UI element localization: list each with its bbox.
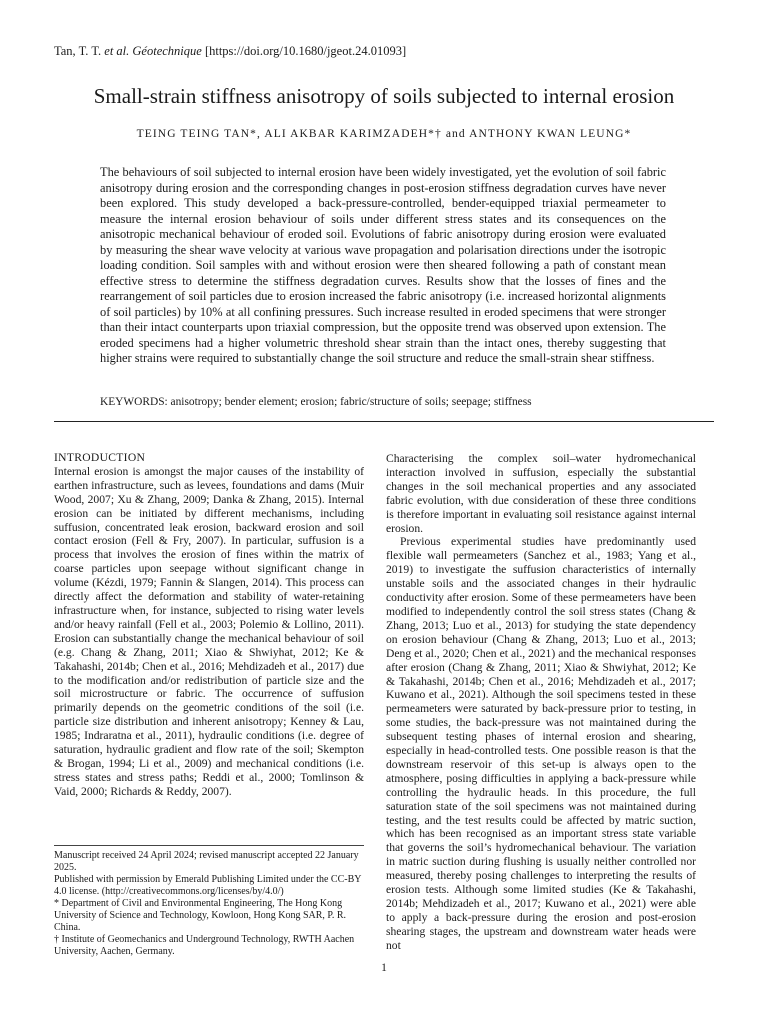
intro-paragraph-1: Internal erosion is amongst the major causes of the instability of earthen infrastructure, such as levees, foundations and dams (Muir Wood, 2007; Xu & Zhang, 2009; Danka & Zhang, 2015). Internal erosion can be initiated by different mechanisms, including suffusion, concentrated leak erosion, backward erosion and soil contact erosion (Fell & Fry, 2007). In particular, suffusion is a process that involves the erosion of fines within the matrix of coarse particles upon seepage without significant change in volume (Kézdi, 1979; Fannin & Slangen, 2014). This process can directly affect the deformation and stability of water-retaining infrastructure when, for instance, subjected to rising water levels and/or heavy rainfall (Fell et al., 2003; Polemio & Lollino, 2011). Erosion can substantially change the mechanical behaviour of soil (e.g. Chang & Zhang, 2011; Xiao & Shwiyhat, 2012; Ke & Takahashi, 2014b; Chen et al., 2016; Mehdizadeh et al., 2017) due to the modification and/or redistribution of particle size and the soil microstructure or fabric. The occurrence of suffusion primarily depends on the geometric conditions of the soil (i.e. particle size distribution and inherent anisotropy; Kenney & Lau, 1985; Indraratna et al., 2011), hydraulic conditions (i.e. degree of saturation, hydraulic gradient and flow rate of the soil; Skempton & Brogan, 1994; Li et al., 2009) and mechanical conditions (i.e. stress states and stress paths; Reddi et al., 2000; Tomlinson & Vaid, 2000; Richards & Reddy, 2007). <box>54 464 364 798</box>
header-doi: [https://doi.org/10.1680/jgeot.24.01093] <box>201 44 407 58</box>
header-authors: Tan, T. T. <box>54 44 105 58</box>
footnote-license: Published with permission by Emerald Publishing Limited under the CC-BY 4.0 license. (http://creativecommons.org/licenses/by/4.0/) <box>54 874 362 897</box>
page-number: 1 <box>381 962 387 974</box>
footnotes <box>54 850 364 958</box>
intro-paragraph-3: Previous experimental studies have predominantly used flexible wall permeameters (Sanchez et al., 1983; Yang et al., 2019) to investigate the suffusion characteristics of internally unstable soils and the associated changes in their hydraulic conductivity after erosion. Some of these permeameters have been modified to independently control the soil stress states (Chang & Zhang, 2013; Luo et al., 2013) for studying the state dependency on erosion behaviour (Chang & Zhang, 2013; Luo et al., 2013; Deng et al., 2020; Chen et al., 2021) and the mechanical responses after erosion (Chang & Zhang, 2011; Xiao & Shwiyhat, 2012; Ke & Takahashi, 2014b; Chen et al., 2016; Mehdizadeh et al., 2017; Kuwano et al., 2021). Although the soil specimens tested in these permeameters were saturated by back-pressure prior to testing, in some studies, the back-pressure was not maintained during the subsequent testing phases of internal erosion and shearing, especially in head-controlled tests. One possible reason is that the downstream reservoir of this set-up is always open to the atmosphere, posing difficulties in applying a back-pressure while controlling the hydraulic heads. In this procedure, the full saturation state of the soil specimens was not maintained during testing, and the test results could be affected by matric suction, which has been recognised as an important stress state variable that governs the soil’s hydromechanical behaviour. The variation in matric suction during flushing is usually neither controlled nor measured, thereby posing challenges to interpreting the results of erosion tests. Although some limited studies (Ke & Takahashi, 2014b; Mehdizadeh et al., 2017; Kuwano et al., 2021) were able to apply a back-pressure during the erosion and post-erosion shearing stages, the upstream and downstream water heads were not <box>386 535 696 952</box>
right-column <box>386 452 696 952</box>
footnote-divider <box>54 845 364 846</box>
header-journal: Géotechnique <box>132 44 202 58</box>
section-divider <box>54 421 714 422</box>
introduction-heading: INTRODUCTION <box>54 451 146 464</box>
intro-paragraph-2: Characterising the complex soil–water hydromechanical interaction involved in suffusion, especially the substantial changes in the soil mechanical properties and any associated fabric evolution, with due consideration of these three conditions is therefore important in evaluating soil resistance against internal erosion. <box>386 452 696 535</box>
keywords: KEYWORDS: anisotropy; bender element; erosion; fabric/structure of soils; seepage; stiffness <box>100 396 532 408</box>
footnote-affiliation-2: † Institute of Geomechanics and Underground Technology, RWTH Aachen University, Aachen, Germany. <box>54 934 355 957</box>
header-citation <box>54 44 714 59</box>
author-list: TEING TEING TAN*, ALI AKBAR KARIMZADEH*† and ANTHONY KWAN LEUNG* <box>136 128 632 140</box>
footnote-received: Manuscript received 24 April 2024; revised manuscript accepted 22 January 2025. <box>54 850 359 873</box>
left-column <box>54 451 364 799</box>
header-etal: et al. <box>104 44 130 58</box>
abstract: The behaviours of soil subjected to internal erosion have been widely investigated, yet the evolution of soil fabric anisotropy during erosion and the corresponding changes in post-erosion stiffness degradation curves have never been explored. This study developed a back-pressure-controlled, bender-equipped triaxial permeameter to measure the internal erosion behaviour of soils under different stress states and its consequences on the anisotropic mechanical behaviour of eroded soil. Evolutions of fabric anisotropy during erosion were evaluated by measuring the shear wave velocity at various wave propagation and polarisation directions under the isotropic loading condition. Soil samples with and without erosion were then sheared following a path of constant mean effective stress to determine the stiffness degradation curves. Results show that the losses of fines and the rearrangement of soil particles due to erosion increased the fabric anisotropy (i.e. increased horizontal alignments of soil particles) by 10% at all confining pressures. Such increase resulted in eroded specimens that were stronger than their intact counterparts upon triaxial compression, but the opposite trend was observed upon extension. The eroded specimens had a higher volumetric threshold shear strain than the intact ones, thereby suggesting that higher strains were required to substantially change the soil structure and reduce the small-strain shear stiffness. <box>100 165 666 365</box>
paper-title: Small-strain stiffness anisotropy of soils subjected to internal erosion <box>93 84 675 108</box>
footnote-affiliation-1: * Department of Civil and Environmental Engineering, The Hong Kong University of Science and Technology, Kowloon, Hong Kong SAR, P. R. China. <box>54 898 347 933</box>
